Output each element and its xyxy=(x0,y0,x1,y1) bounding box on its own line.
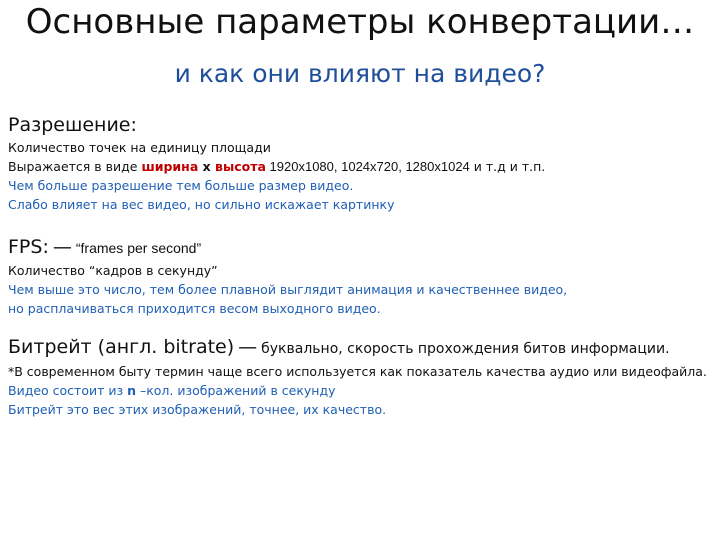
resolution-size-note: Чем больше разрешение тем больше размер видео. xyxy=(8,178,354,193)
fps-dash: — xyxy=(52,236,72,258)
fps-smoothness-note: Чем выше это число, тем более плавной выглядит анимация и качественнее видео, xyxy=(8,282,568,297)
bitrate-n-symbol: n xyxy=(127,383,137,398)
resolution-example-values: 1920x1080, 1024x720, 1280x1024 xyxy=(265,159,470,174)
fps-heading: FPS: xyxy=(8,236,49,258)
bitrate-video-composition xyxy=(8,381,712,400)
resolution-format-line xyxy=(8,157,712,176)
bitrate-usage-note: *В современном быту термин чаще всего используется как показатель качества аудио или видеофайла. xyxy=(8,364,707,379)
resolution-height-term: высота xyxy=(215,159,266,174)
bitrate-literal-meaning: буквально, скорость прохождения битов информации. xyxy=(261,341,670,357)
fps-heading-line xyxy=(8,234,712,261)
resolution-heading: Разрешение: xyxy=(8,114,137,136)
slide-content xyxy=(8,112,712,419)
bitrate-composition-prefix: Видео состоит из xyxy=(8,383,128,398)
resolution-quality-note: Слабо влияет на вес видео, но сильно искажает картинку xyxy=(8,197,395,212)
resolution-definition: Количество точек на единицу площади xyxy=(8,140,271,155)
slide-subtitle: и как они влияют на видео? xyxy=(174,59,546,88)
bitrate-composition-suffix: –кол. изображений в секунду xyxy=(136,383,336,398)
resolution-x-symbol: x xyxy=(198,159,216,174)
bitrate-dash: — xyxy=(238,336,258,358)
resolution-format-suffix: и т.д и т.п. xyxy=(469,159,546,174)
resolution-format-prefix: Выражается в виде xyxy=(8,159,142,174)
resolution-width-term: ширина xyxy=(141,159,199,174)
bitrate-heading: Битрейт (англ. bitrate) xyxy=(8,336,235,358)
slide-title: Основные параметры конвертации… xyxy=(25,2,695,42)
bitrate-heading-line xyxy=(8,334,712,362)
bitrate-definition: Битрейт это вес этих изображений, точнее, их качество. xyxy=(8,402,387,417)
fps-expansion: “frames per second” xyxy=(75,240,202,256)
fps-definition: Количество “кадров в секунду” xyxy=(8,263,218,278)
fps-weight-note: но расплачиваться приходится весом выходного видео. xyxy=(8,301,381,316)
